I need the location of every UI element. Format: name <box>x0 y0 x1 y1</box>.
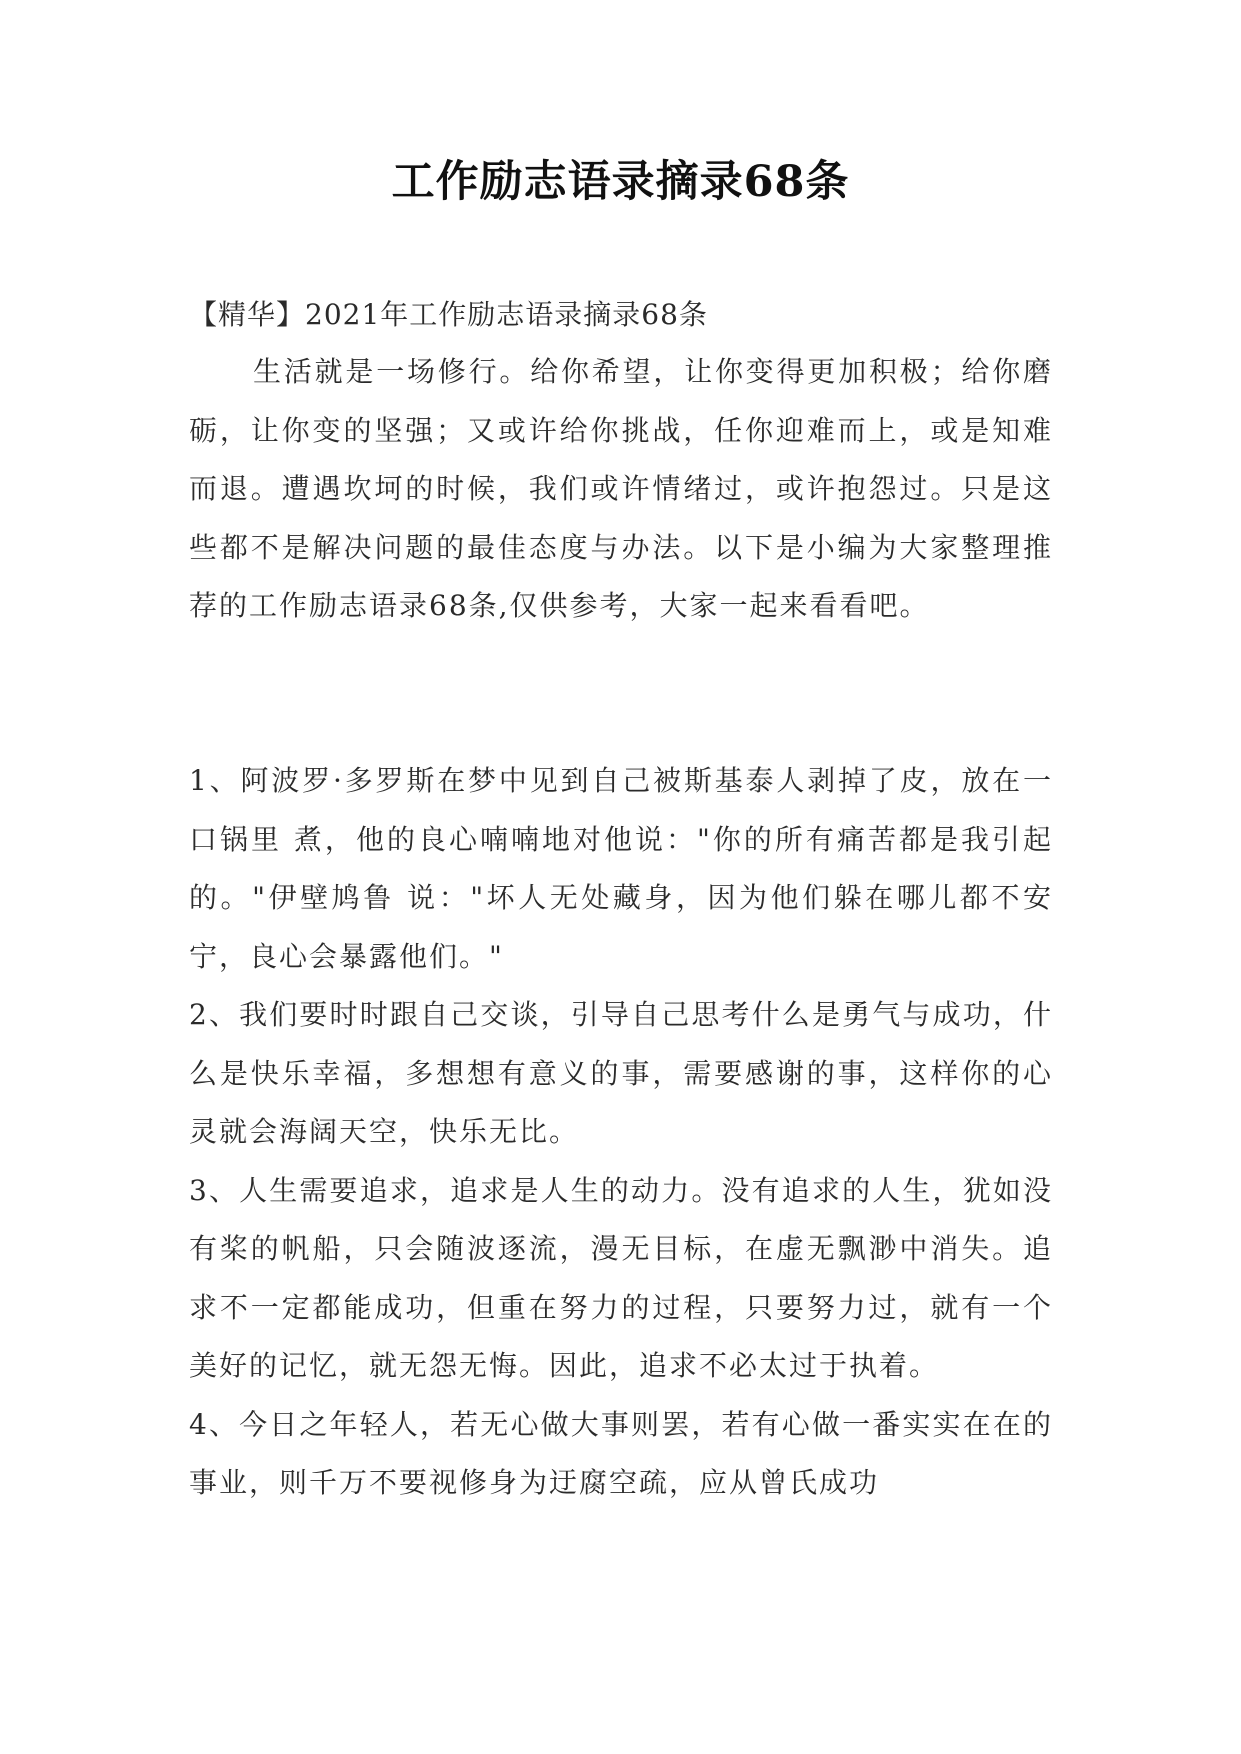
quote-item-3: 3、人生需要追求，追求是人生的动力。没有追求的人生，犹如没有桨的帆船，只会随波逐流，漫无目标，在虚无飘渺中消失。追求不一定都能成功，但重在努力的过程，只要努力过，就有一个美好的记忆，就无怨无悔。因此，追求不必太过于执着。 <box>189 1173 1053 1382</box>
document-subtitle: 【精华】2021年工作励志语录摘录68条 <box>189 298 708 331</box>
intro-paragraph: 生活就是一场修行。给你希望，让你变得更加积极；给你磨砺，让你变的坚强；又或许给你挑战，任你迎难而上，或是知难而退。遭遇坎坷的时候，我们或许情绪过，或许抱怨过。只是这些都不是解决问题的最佳态度与办法。以下是小编为大家整理推荐的工作励志语录68条,仅供参考，大家一起来看看吧。 <box>189 355 1053 622</box>
quote-item-4: 4、今日之年轻人，若无心做大事则罢，若有心做一番实实在在的事业，则千万不要视修身为迂腐空疏，应从曾氏成功 <box>189 1407 1053 1499</box>
quote-list <box>189 752 1053 1513</box>
quote-item-1: 1、阿波罗·多罗斯在梦中见到自己被斯基泰人剥掉了皮，放在一口锅里 煮，他的良心喃喃地对他说："你的所有痛苦都是我引起的。"伊壁鸠鲁 说："坏人无处藏身，因为他们躲在哪儿都不安宁，良心会暴露他们。" <box>189 764 1053 973</box>
quote-item-2: 2、我们要时时跟自己交谈，引导自己思考什么是勇气与成功，什么是快乐幸福，多想想有意义的事，需要感谢的事，这样你的心灵就会海阔天空，快乐无比。 <box>189 998 1053 1148</box>
document-title: 工作励志语录摘录68条 <box>391 157 850 207</box>
